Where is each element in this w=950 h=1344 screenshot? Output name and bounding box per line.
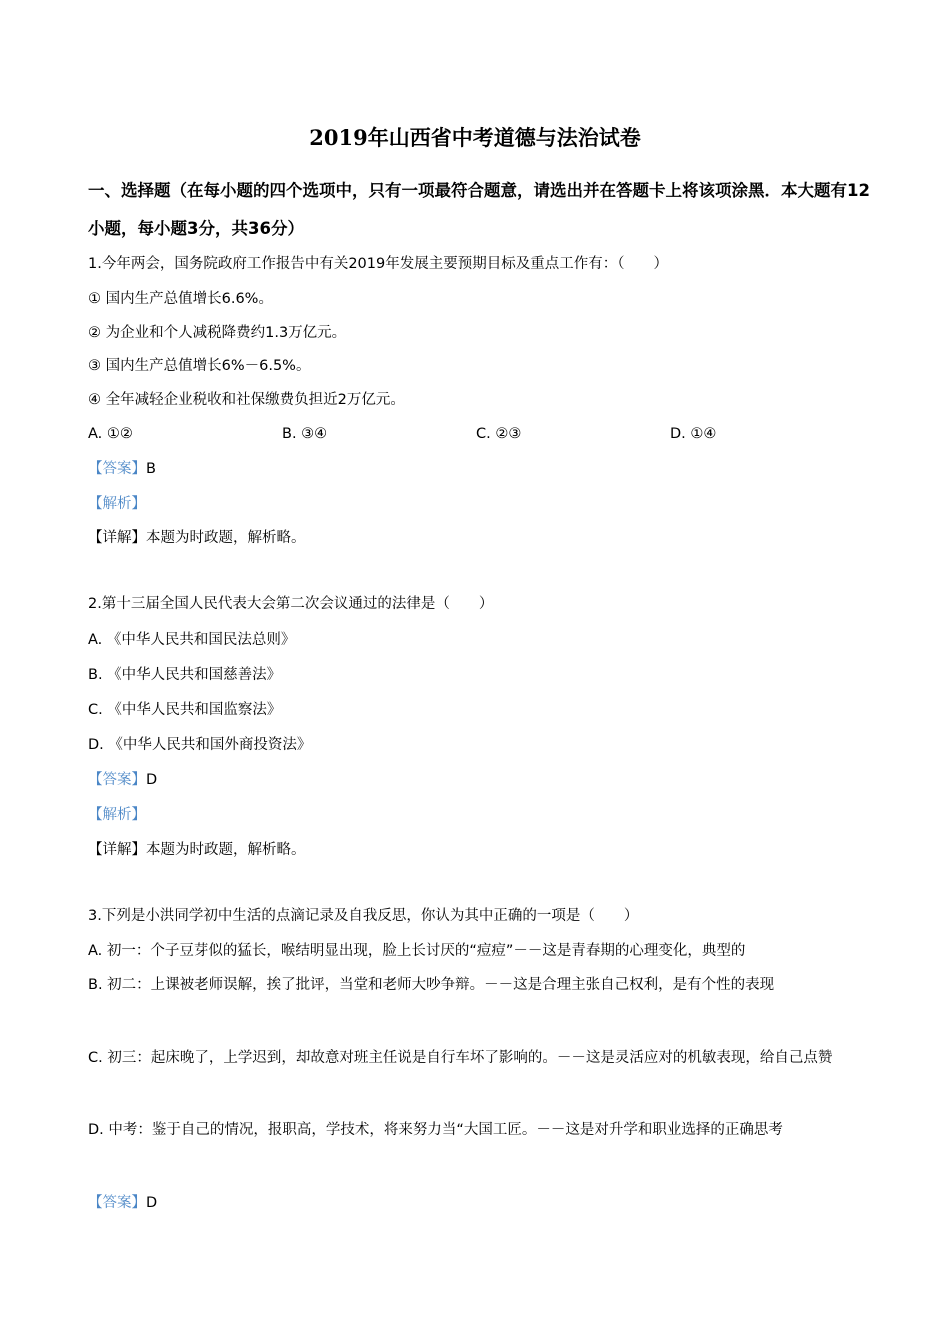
- page-title: 2019年山西省中考道德与法治试卷: [309, 125, 641, 150]
- q3-option-c: C. 初三：起床晚了，上学迟到，却故意对班主任说是自行车坏了影响的。－－这是灵活应对的机敏表现，给自己点赞: [88, 1050, 833, 1066]
- q1-detail: [88, 526, 306, 550]
- answer-tag: 【答案】: [88, 772, 146, 788]
- q2-option-b: B. 《中华人民共和国慈善法》: [88, 667, 282, 683]
- q1-item-1: ① 国内生产总值增长6.6%。: [88, 291, 273, 307]
- analysis-tag: 【解析】: [88, 496, 146, 512]
- q3-stem: 3.下列是小洪同学初中生活的点滴记录及自我反思，你认为其中正确的一项是（ ）: [88, 908, 639, 924]
- q2-detail-text: 本题为时政题，解析略。: [146, 842, 306, 858]
- q2-stem: 2.第十三届全国人民代表大会第二次会议通过的法律是（ ）: [88, 596, 494, 612]
- q1-option-b: B. ③④: [282, 426, 328, 442]
- q1-answer-value: B: [146, 461, 156, 477]
- q1-option-a: A. ①②: [88, 426, 133, 442]
- detail-tag: 【详解】: [88, 530, 146, 546]
- analysis-tag: 【解析】: [88, 807, 146, 823]
- q1-option-c: C. ②③: [476, 426, 522, 442]
- q1-item-2: ② 为企业和个人减税降费约1.3万亿元。: [88, 325, 347, 341]
- answer-tag: 【答案】: [88, 461, 146, 477]
- q3-answer-value: D: [146, 1195, 158, 1211]
- q3-option-a: A. 初一：个子豆芽似的猛长，喉结明显出现，脸上长讨厌的“痘痘”－－这是青春期的心理变化，典型的: [88, 943, 746, 959]
- q2-detail: [88, 838, 306, 862]
- detail-tag: 【详解】: [88, 842, 146, 858]
- q3-option-d: D. 中考：鉴于自己的情况，报职高，学技术，将来努力当“大国工匠。－－这是对升学和职业选择的正确思考: [88, 1122, 783, 1138]
- q2-answer-value: D: [146, 772, 158, 788]
- q1-item-3: ③ 国内生产总值增长6%－6.5%。: [88, 358, 311, 374]
- q1-item-4: ④ 全年减轻企业税收和社保缴费负担近2万亿元。: [88, 392, 405, 408]
- q1-detail-text: 本题为时政题，解析略。: [146, 530, 306, 546]
- q3-option-b: B. 初二：上课被老师误解，挨了批评，当堂和老师大吵争辩。－－这是合理主张自己权利，是有个性的表现: [88, 977, 775, 993]
- q2-option-a: A. 《中华人民共和国民法总则》: [88, 632, 296, 648]
- section-heading: 一、选择题（在每小题的四个选项中，只有一项最符合题意，请选出并在答题卡上将该项涂黑．本大题有12小题，每小题3分，共36分）: [88, 181, 870, 238]
- q2-option-d: D. 《中华人民共和国外商投资法》: [88, 737, 312, 753]
- q1-answer: [88, 457, 156, 481]
- q1-stem: 1.今年两会，国务院政府工作报告中有关2019年发展主要预期目标及重点工作有：（ ）: [88, 256, 668, 272]
- q3-answer: [88, 1191, 157, 1215]
- q1-analysis: [88, 492, 146, 516]
- q2-answer: [88, 768, 157, 792]
- q1-option-d: D. ①④: [670, 426, 717, 442]
- answer-tag: 【答案】: [88, 1195, 146, 1211]
- q2-option-c: C. 《中华人民共和国监察法》: [88, 702, 282, 718]
- q2-analysis: [88, 803, 146, 827]
